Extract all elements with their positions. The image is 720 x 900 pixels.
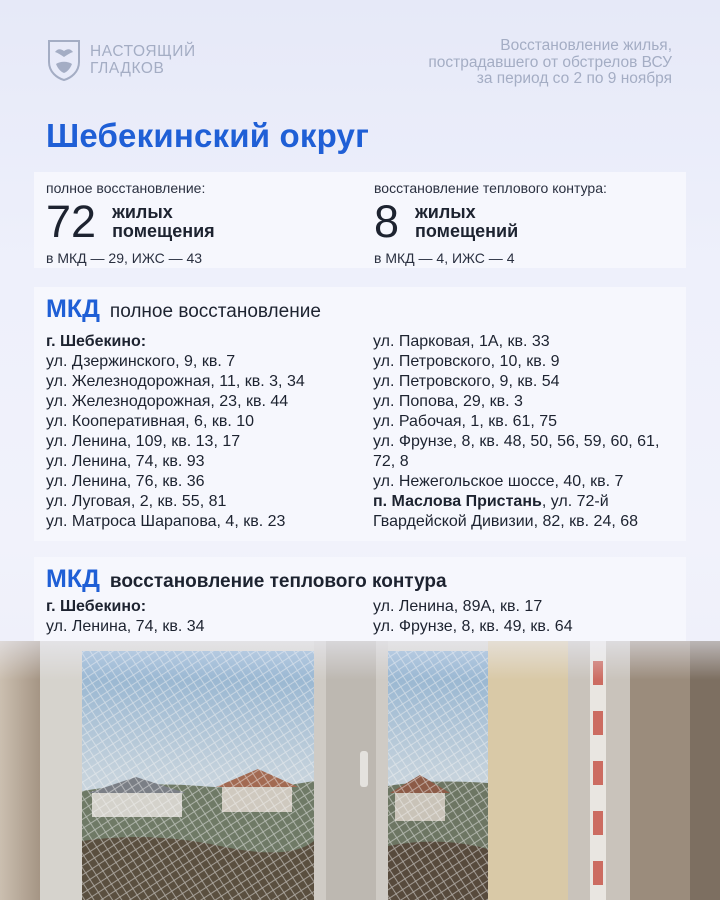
section-heading bbox=[46, 565, 447, 594]
address-line: ул. Петровского, 9, кв. 54 bbox=[373, 373, 560, 390]
settlement-name: п. Маслова Пристань bbox=[373, 493, 542, 510]
address-list-left bbox=[46, 332, 305, 532]
section-abbr: МКД bbox=[46, 565, 100, 593]
address-line: ул. Кооперативная, 6, кв. 10 bbox=[46, 413, 255, 430]
address-line: ул. Ленина, 76, кв. 36 bbox=[46, 473, 205, 490]
address-line: ул. Рабочая, 1, кв. 61, 75 bbox=[373, 413, 558, 430]
address-line: ул. Ленина, 74, кв. 34 bbox=[46, 618, 205, 635]
logo-line-1: НАСТОЯЩИЙ bbox=[90, 43, 196, 60]
stat-row bbox=[374, 196, 607, 247]
address-line: ул. Фрунзе, 8, кв. 49, кв. 64 bbox=[373, 618, 573, 635]
stat-breakdown: в МКД — 29, ИЖС — 43 bbox=[46, 250, 203, 266]
address-line bbox=[373, 492, 673, 512]
section-title: полное восстановление bbox=[109, 301, 321, 322]
address-line: ул. Попова, 29, кв. 3 bbox=[373, 393, 523, 410]
address-line: ул. Железнодорожная, 23, кв. 44 bbox=[46, 393, 289, 410]
stat-caption: полное восстановление: bbox=[46, 180, 206, 196]
window-photo bbox=[0, 641, 720, 900]
address-line: Гвардейской Дивизии, 82, кв. 24, 68 bbox=[373, 513, 639, 530]
stat-breakdown: в МКД — 4, ИЖС — 4 bbox=[374, 250, 515, 266]
address-line: ул. Парковая, 1А, кв. 33 bbox=[373, 333, 550, 350]
header-caption bbox=[342, 38, 672, 88]
thermal-restoration-stat bbox=[374, 180, 607, 266]
address-line: ул. Луговая, 2, кв. 55, 81 bbox=[46, 493, 227, 510]
header-caption-line-3: за период со 2 по 9 ноября bbox=[476, 70, 672, 87]
logo-text bbox=[90, 43, 196, 77]
address-list-left bbox=[46, 597, 205, 637]
stat-unit bbox=[112, 203, 252, 241]
stat-caption: восстановление теплового контура: bbox=[374, 180, 607, 196]
address-line: ул. Петровского, 10, кв. 9 bbox=[373, 353, 560, 370]
city-label: г. Шебекино: bbox=[46, 333, 147, 350]
logo bbox=[46, 38, 196, 82]
thermal-restoration-panel bbox=[34, 557, 686, 641]
stat-unit-line-2: помещений bbox=[415, 221, 519, 241]
address-line: ул. Нежегольское шоссе, 40, кв. 7 bbox=[373, 473, 624, 490]
header-caption-line-2: пострадавшего от обстрелов ВСУ bbox=[428, 53, 672, 71]
address-text: , ул. 72-й bbox=[541, 493, 609, 510]
page-title: Шебекинский округ bbox=[46, 117, 370, 154]
stat-number: 72 bbox=[46, 196, 97, 247]
address-line: 72, 8 bbox=[373, 453, 409, 470]
section-title: восстановление теплового контура bbox=[109, 571, 447, 592]
city-label: г. Шебекино: bbox=[46, 598, 147, 615]
full-restoration-panel bbox=[34, 287, 686, 541]
stat-unit bbox=[415, 203, 555, 241]
stat-unit-line-2: помещения bbox=[112, 221, 215, 241]
section-heading bbox=[46, 295, 321, 324]
stat-unit-line-1: жилых bbox=[415, 202, 476, 222]
summary-panel bbox=[34, 172, 686, 268]
stat-unit-line-1: жилых bbox=[112, 202, 173, 222]
address-line: ул. Ленина, 109, кв. 13, 17 bbox=[46, 433, 241, 450]
address-line: ул. Матроса Шарапова, 4, кв. 23 bbox=[46, 513, 286, 530]
address-list-right bbox=[373, 332, 673, 532]
address-line: ул. Дзержинского, 9, кв. 7 bbox=[46, 353, 236, 370]
full-restoration-stat bbox=[46, 180, 252, 266]
coat-of-arms-icon bbox=[46, 38, 82, 82]
address-line: ул. Железнодорожная, 11, кв. 3, 34 bbox=[46, 373, 305, 390]
stat-row bbox=[46, 196, 252, 247]
address-list-right bbox=[373, 597, 673, 637]
logo-line-2: ГЛАДКОВ bbox=[90, 60, 165, 77]
stat-number: 8 bbox=[374, 196, 400, 247]
header-caption-line-1: Восстановление жилья, bbox=[500, 37, 672, 54]
address-line: ул. Ленина, 74, кв. 93 bbox=[46, 453, 205, 470]
section-abbr: МКД bbox=[46, 295, 100, 323]
address-line: ул. Фрунзе, 8, кв. 48, 50, 56, 59, 60, 61, bbox=[373, 433, 660, 450]
address-line: ул. Ленина, 89А, кв. 17 bbox=[373, 598, 543, 615]
